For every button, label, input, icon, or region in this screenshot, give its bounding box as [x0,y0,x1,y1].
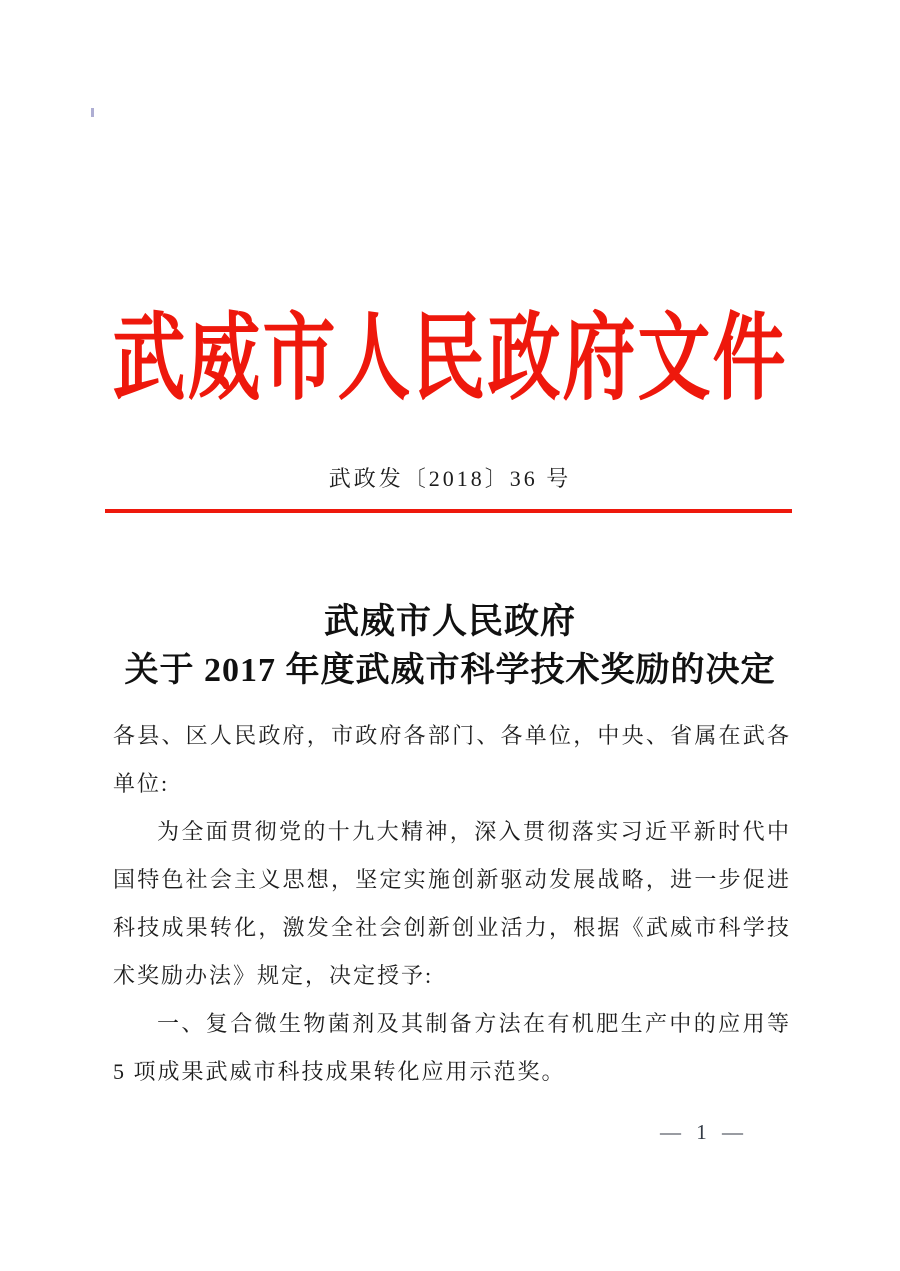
document-title-line1: 武威市人民政府 [323,602,576,641]
letterhead-title: 武威市人民政府文件 [112,305,788,412]
body-line: 科技成果转化，激发全社会创新创业活力，根据《武威市科学技 [113,915,791,940]
body-line: 国特色社会主义思想，坚定实施创新驱动发展战略，进一步促进 [113,867,791,892]
page-number: — 1 — [660,1120,748,1144]
body-line: 5 项成果武威市科技成果转化应用示范奖。 [113,1059,566,1084]
document-title-line2: 关于 2017 年度武威市科学技术奖励的决定 [124,652,776,689]
body-line: 一、复合微生物菌剂及其制备方法在有机肥生产中的应用等 [157,1011,791,1036]
body-line: 单位: [113,771,170,796]
document-body [113,712,791,1096]
document-number: 武政发〔2018〕36 号 [328,466,572,491]
red-divider-line [105,509,792,513]
scan-artifact [91,108,94,117]
body-line: 术奖励办法》规定，决定授予: [113,963,434,988]
body-line: 为全面贯彻党的十九大精神，深入贯彻落实习近平新时代中 [157,819,791,844]
body-line: 各县、区人民政府，市政府各部门、各单位，中央、省属在武各 [113,723,791,748]
